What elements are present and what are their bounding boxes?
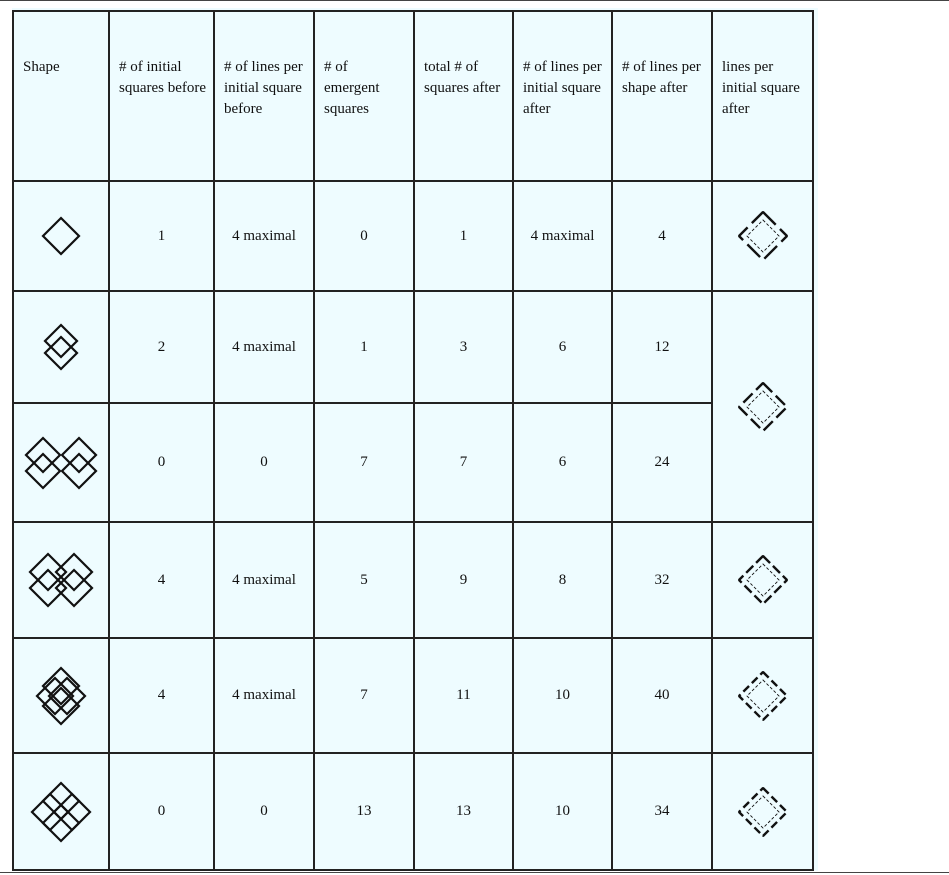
- cell-lines-after: 8: [558, 571, 567, 588]
- four-diamond-cluster-icon: [14, 523, 108, 637]
- dashed-diamond-4-icon: [713, 182, 812, 290]
- cell-per-shape: 32: [654, 571, 670, 588]
- cell-emergent: 7: [360, 454, 368, 470]
- cell-total: 13: [456, 803, 471, 819]
- cell-initial: 1: [157, 227, 166, 244]
- cell-per-shape: 12: [654, 338, 670, 355]
- cell-initial: 0: [157, 803, 166, 819]
- cell-total: 1: [459, 227, 468, 244]
- side-by-side-diamonds-icon: [14, 404, 108, 521]
- cell-emergent: 5: [360, 571, 368, 588]
- cell-total: 7: [459, 454, 468, 470]
- cell-initial: 4: [157, 571, 166, 588]
- header-emergent: # of emergent squares: [324, 59, 380, 117]
- cell-emergent: 7: [360, 687, 368, 703]
- top-rule: [0, 0, 949, 1]
- dashed-diamond-10-icon: [713, 754, 812, 869]
- header-shape: Shape: [23, 59, 60, 75]
- cell-lines-after: 6: [558, 338, 567, 355]
- stacked-diamonds-icon: [14, 639, 108, 752]
- cell-lines-before: 4 maximal: [232, 687, 296, 703]
- bottom-rule: [0, 872, 949, 873]
- cell-initial: 2: [157, 338, 166, 355]
- dashed-diamond-10-icon: [713, 639, 812, 752]
- header-total: total # of squares after: [424, 59, 501, 96]
- cell-total: 11: [456, 687, 471, 703]
- header-lines-after: # of lines per initial square after: [523, 59, 602, 117]
- single-diamond-icon: [14, 182, 108, 290]
- cell-emergent: 1: [360, 338, 368, 355]
- cell-lines-after: 10: [555, 803, 570, 819]
- cell-lines-before: 0: [260, 454, 268, 470]
- header-per-shape: # of lines per shape after: [622, 59, 701, 96]
- cell-lines-after: 10: [555, 687, 570, 703]
- cell-per-shape: 4: [658, 227, 666, 244]
- cell-total: 3: [459, 338, 468, 355]
- cell-lines-before: 4 maximal: [232, 338, 296, 355]
- cell-lines-before: 4 maximal: [232, 227, 296, 244]
- cell-initial: 4: [157, 687, 166, 703]
- dashed-diamond-6-icon: [713, 292, 812, 521]
- cell-lines-after: 6: [558, 454, 567, 470]
- cell-per-shape: 24: [654, 454, 670, 470]
- header-after: lines per initial square after: [722, 59, 800, 117]
- header-initial: # of initial squares before: [119, 59, 207, 96]
- cell-per-shape: 40: [654, 687, 670, 703]
- lattice-diamonds-icon: [14, 754, 108, 869]
- cell-lines-before: 4 maximal: [232, 571, 296, 588]
- cell-total: 9: [459, 571, 468, 588]
- cell-lines-after: 4 maximal: [530, 227, 595, 244]
- cell-emergent: 13: [356, 803, 372, 819]
- header-lines-before: # of lines per initial square before: [224, 59, 303, 117]
- cell-initial: 0: [157, 454, 166, 470]
- column-border: [812, 10, 814, 871]
- double-diamond-icon: [14, 292, 108, 402]
- cell-per-shape: 34: [654, 803, 670, 819]
- cell-emergent: 0: [360, 227, 368, 244]
- dashed-diamond-8-icon: [713, 523, 812, 637]
- cell-lines-before: 0: [260, 803, 268, 819]
